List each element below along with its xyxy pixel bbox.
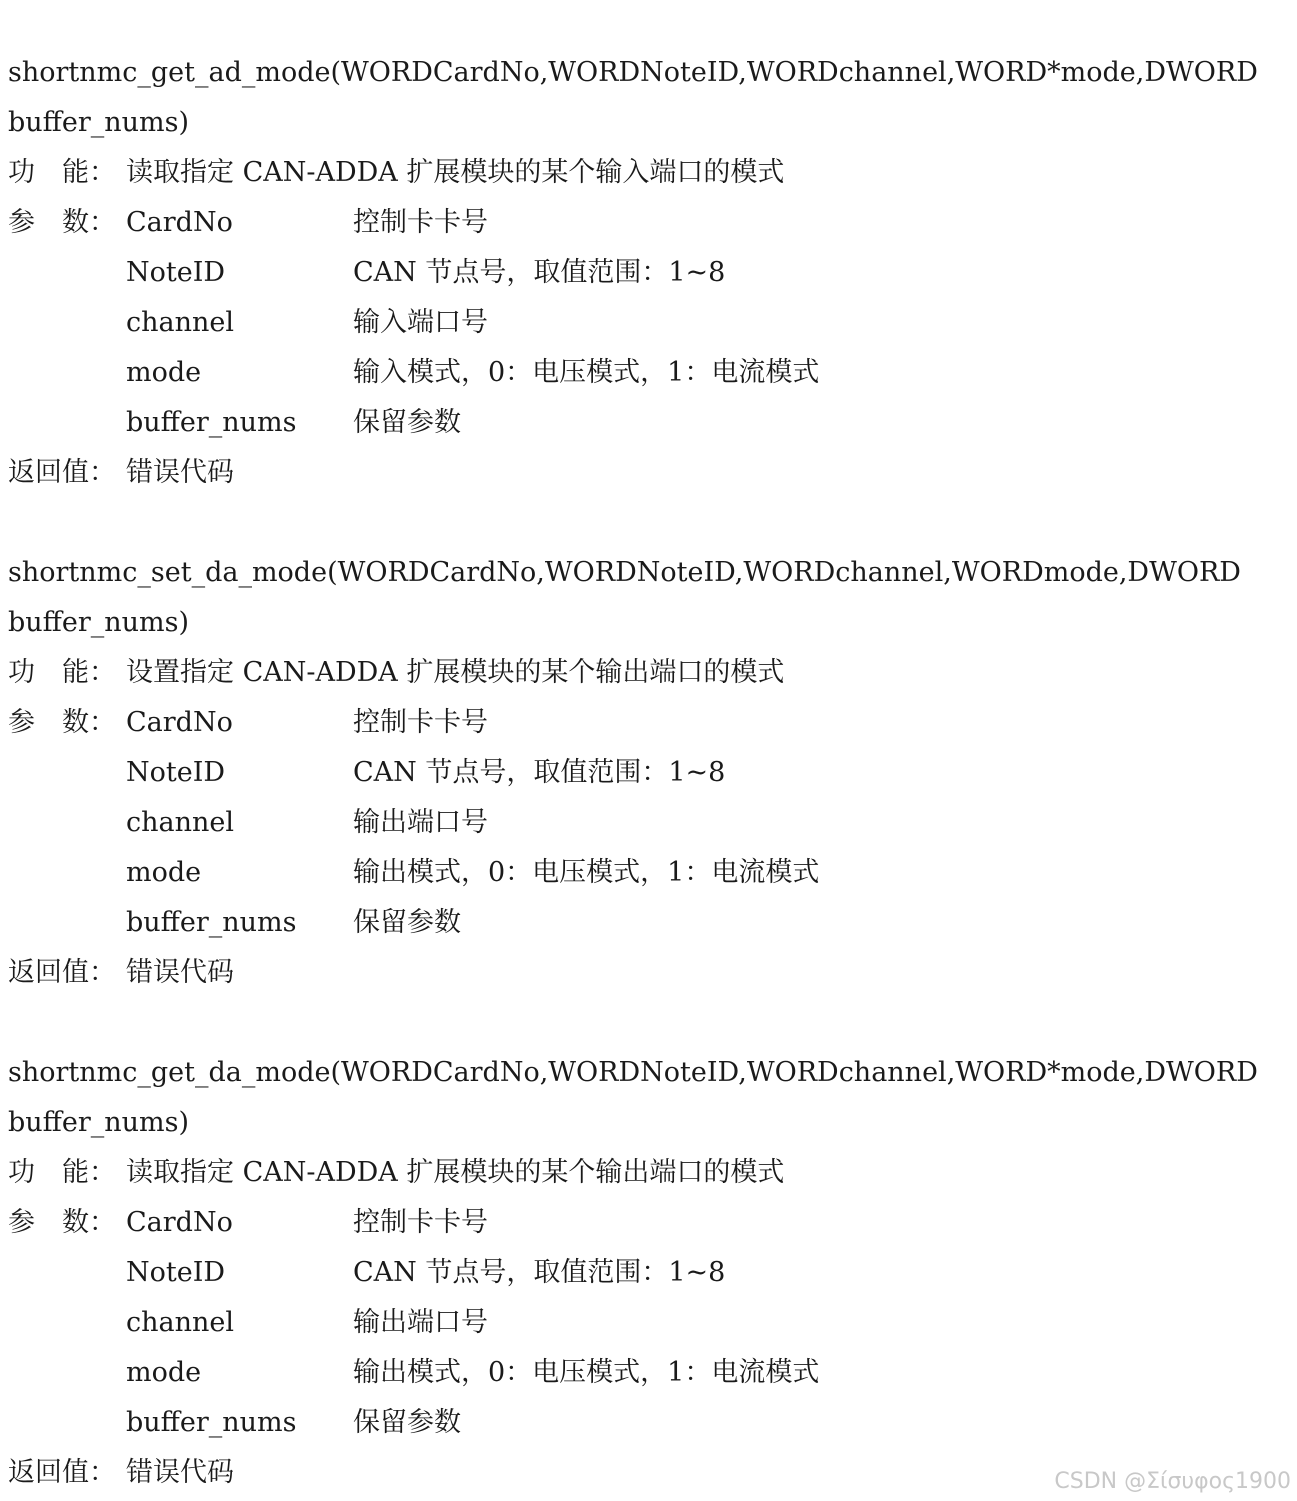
signature-part: channel,WORD [835, 557, 1044, 588]
signature-part: channel,WORD* [838, 1057, 1061, 1088]
param-row [8, 1348, 1278, 1398]
function-description [8, 148, 1278, 198]
function-signature [8, 1048, 1258, 1098]
param-desc: 控制卡卡号 [353, 207, 488, 238]
param-name: mode [126, 857, 202, 888]
param-name: buffer_nums [126, 907, 297, 938]
param-name: mode [126, 1357, 202, 1388]
function-text: 读取指定 CAN-ADDA 扩展模块的某个输出端口的模式 [126, 1157, 785, 1188]
function-text: 读取指定 CAN-ADDA 扩展模块的某个输入端口的模式 [126, 157, 785, 188]
param-name: NoteID [126, 257, 226, 288]
function-label: 功 能： [8, 1157, 116, 1188]
param-row [8, 1398, 1278, 1448]
param-row [8, 398, 1278, 448]
signature-part: short [8, 1057, 80, 1088]
param-name: channel [126, 307, 234, 338]
param-name: channel [126, 1307, 234, 1338]
param-row [8, 898, 1278, 948]
params-label: 参 数： [8, 707, 116, 738]
signature-part: mode,DWORD [1043, 557, 1241, 588]
signature-continuation: buffer_nums) [8, 607, 190, 638]
function-description [8, 1148, 1278, 1198]
param-desc: 输出端口号 [353, 807, 488, 838]
param-desc: CAN 节点号，取值范围：1~8 [353, 1257, 726, 1288]
param-row [8, 348, 1278, 398]
signature-part: channel,WORD* [838, 57, 1061, 88]
signature-part: NoteID,WORD [636, 557, 836, 588]
param-desc: 保留参数 [353, 1407, 461, 1438]
param-row [8, 1198, 1278, 1248]
function-description [8, 648, 1278, 698]
param-desc: 输出模式，0：电压模式，1：电流模式 [353, 857, 820, 888]
param-desc: 保留参数 [353, 407, 461, 438]
function-label: 功 能： [8, 157, 116, 188]
signature-part: nmc_get_ad_mode(WORD [79, 57, 433, 88]
signature-part: mode,DWORD [1060, 1057, 1258, 1088]
param-row [8, 698, 1278, 748]
signature-part: CardNo,WORD [432, 57, 641, 88]
param-desc: CAN 节点号，取值范围：1~8 [353, 757, 726, 788]
param-name: CardNo [126, 1207, 233, 1238]
param-desc: 输出端口号 [353, 1307, 488, 1338]
param-name: NoteID [126, 1257, 226, 1288]
param-name: buffer_nums [126, 407, 297, 438]
param-row [8, 1298, 1278, 1348]
param-name: NoteID [126, 757, 226, 788]
return-label: 返回值： [8, 1457, 116, 1488]
document-body [8, 48, 1278, 1498]
return-text: 错误代码 [126, 457, 234, 488]
signature-continuation: buffer_nums) [8, 1107, 190, 1138]
param-desc: 保留参数 [353, 907, 461, 938]
watermark: CSDN @Σίσυφος1900 [1054, 1469, 1291, 1494]
param-name: mode [126, 357, 202, 388]
signature-part: CardNo,WORD [429, 557, 637, 588]
signature-continuation: buffer_nums) [8, 107, 190, 138]
signature-part: NoteID,WORD [640, 57, 839, 88]
signature-part: CardNo,WORD [432, 1057, 641, 1088]
param-desc: 输入模式，0：电压模式，1：电流模式 [353, 357, 820, 388]
param-desc: CAN 节点号，取值范围：1~8 [353, 257, 726, 288]
function-block [8, 1048, 1278, 1498]
signature-part: nmc_set_da_mode(WORD [79, 557, 430, 588]
param-name: CardNo [126, 207, 233, 238]
param-row [8, 298, 1278, 348]
param-name: channel [126, 807, 234, 838]
params-label: 参 数： [8, 207, 116, 238]
params-label: 参 数： [8, 1207, 116, 1238]
function-label: 功 能： [8, 657, 116, 688]
signature-part: short [8, 57, 80, 88]
param-desc: 控制卡卡号 [353, 707, 488, 738]
param-row [8, 198, 1278, 248]
param-row [8, 848, 1278, 898]
function-signature [8, 548, 1241, 598]
return-value [8, 448, 1278, 498]
param-name: buffer_nums [126, 1407, 297, 1438]
function-block [8, 48, 1278, 498]
param-desc: 输出模式，0：电压模式，1：电流模式 [353, 1357, 820, 1388]
signature-part: short [8, 557, 80, 588]
signature-part: nmc_get_da_mode(WORD [79, 1057, 433, 1088]
return-value [8, 948, 1278, 998]
signature-part: NoteID,WORD [640, 1057, 839, 1088]
param-row [8, 748, 1278, 798]
function-signature [8, 48, 1258, 98]
return-label: 返回值： [8, 957, 116, 988]
param-row [8, 1248, 1278, 1298]
param-row [8, 798, 1278, 848]
return-text: 错误代码 [126, 957, 234, 988]
function-text: 设置指定 CAN-ADDA 扩展模块的某个输出端口的模式 [126, 657, 785, 688]
signature-part: mode,DWORD [1060, 57, 1258, 88]
return-label: 返回值： [8, 457, 116, 488]
param-name: CardNo [126, 707, 233, 738]
function-block [8, 548, 1278, 998]
param-row [8, 248, 1278, 298]
param-desc: 控制卡卡号 [353, 1207, 488, 1238]
return-text: 错误代码 [126, 1457, 234, 1488]
param-desc: 输入端口号 [353, 307, 488, 338]
